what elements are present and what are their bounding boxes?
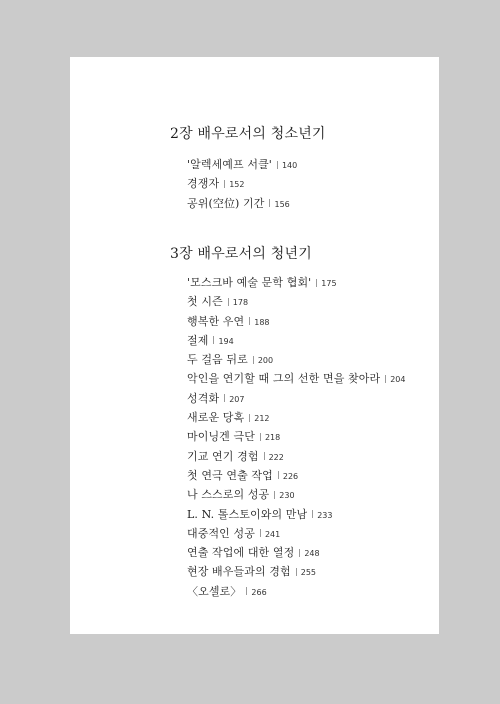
- entry-title: 기교 연기 경험: [187, 449, 259, 463]
- toc-entry: [187, 273, 405, 292]
- separator: [385, 375, 386, 383]
- toc-entry: [187, 312, 405, 331]
- entry-title: 첫 연극 연출 작업: [187, 468, 273, 482]
- separator: [312, 510, 313, 518]
- separator: [249, 414, 250, 422]
- entry-title: 절제: [187, 333, 209, 347]
- entry-page-number: 200: [257, 356, 274, 366]
- entry-page-number: 218: [264, 433, 281, 443]
- separator: [264, 452, 265, 460]
- entry-title: 악인을 연기할 때 그의 선한 면을 찾아라: [187, 372, 381, 386]
- separator: [228, 298, 229, 306]
- toc-entry: [187, 427, 405, 446]
- entry-title: '모스크바 예술 문학 협회': [187, 276, 312, 289]
- separator: [260, 529, 261, 537]
- separator: [249, 317, 250, 325]
- toc-entry: [187, 389, 405, 408]
- entry-title: 연출 작업에 대한 열정: [187, 546, 295, 560]
- entry-title: 두 걸음 뒤로: [187, 353, 248, 367]
- separator: [278, 471, 279, 479]
- entry-title: 대중적인 성공: [187, 526, 255, 540]
- entry-page-number: 156: [274, 199, 290, 209]
- entry-page-number: 266: [251, 587, 267, 597]
- entry-page-number: 255: [300, 568, 317, 578]
- entry-page-number: 241: [264, 529, 281, 539]
- separator: [246, 587, 247, 595]
- entry-title: 마이닝겐 극단: [187, 430, 255, 444]
- separator: [296, 568, 297, 576]
- entry-title: 성격화: [187, 391, 220, 405]
- toc-entry: [187, 485, 405, 504]
- toc-entry: [187, 369, 405, 388]
- toc-entry: [187, 543, 405, 562]
- entry-page-number: 178: [232, 298, 249, 308]
- entry-title: 새로운 당혹: [187, 411, 245, 425]
- entry-page-number: 248: [304, 549, 320, 559]
- chapter-2-entries: [187, 155, 297, 213]
- toc-entry: [187, 524, 405, 543]
- entry-title: 나 스스로의 성공: [187, 488, 270, 502]
- entry-page-number: 175: [321, 279, 337, 288]
- separator: [277, 161, 278, 169]
- toc-entry: [187, 582, 405, 601]
- entry-title: 공위(空位) 기간: [187, 196, 265, 210]
- entry-page-number: 140: [281, 161, 298, 170]
- chapter-3-title: 3장 배우로서의 청년기: [170, 246, 312, 262]
- entry-page-number: 152: [229, 180, 245, 190]
- separator: [269, 199, 270, 207]
- entry-title: '알렉세예프 서클': [187, 158, 272, 171]
- toc-entry: [187, 447, 405, 466]
- toc-entry: [187, 350, 405, 369]
- toc-entry: [187, 155, 297, 174]
- toc-entry: [187, 174, 297, 193]
- toc-entry: [187, 408, 405, 427]
- separator: [253, 356, 254, 364]
- entry-title: L. N. 톨스토이와의 만남: [187, 507, 308, 521]
- separator: [260, 433, 261, 441]
- separator: [316, 279, 317, 287]
- entry-page-number: 194: [218, 336, 234, 346]
- toc-entry: [187, 505, 405, 524]
- chapter-3-entries: [187, 273, 405, 601]
- entry-page-number: 226: [282, 471, 299, 481]
- entry-title: 첫 시즌: [187, 295, 223, 309]
- toc-entry: [187, 292, 405, 311]
- toc-entry: [187, 194, 297, 213]
- entry-page-number: 212: [254, 414, 270, 424]
- entry-page-number: 204: [390, 375, 406, 385]
- entry-title: 행복한 우연: [187, 314, 245, 328]
- entry-page-number: 230: [279, 491, 295, 501]
- toc-entry: [187, 562, 405, 581]
- entry-page-number: 188: [254, 317, 270, 327]
- entry-title: 경쟁자: [187, 177, 220, 191]
- entry-page-number: 222: [268, 452, 284, 462]
- toc-entry: [187, 466, 405, 485]
- book-page: [70, 57, 439, 634]
- separator: [299, 549, 300, 557]
- separator: [213, 336, 214, 344]
- chapter-2-title: 2장 배우로서의 청소년기: [170, 126, 326, 142]
- toc-entry: [187, 331, 405, 350]
- entry-title: 현장 배우들과의 경험: [187, 565, 291, 579]
- separator: [274, 491, 275, 499]
- separator: [224, 394, 225, 402]
- entry-page-number: 233: [317, 510, 333, 520]
- entry-page-number: 207: [229, 394, 245, 404]
- entry-title: 〈오셀로〉: [187, 584, 242, 598]
- separator: [224, 180, 225, 188]
